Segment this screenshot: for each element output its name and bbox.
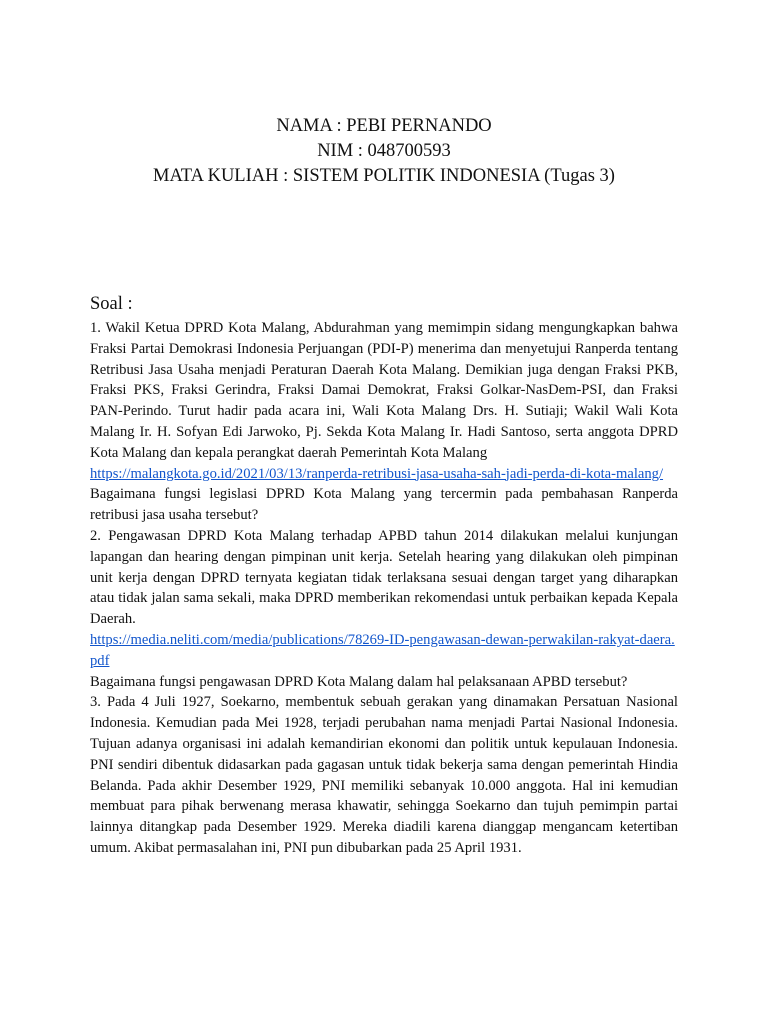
course-title: MATA KULIAH : SISTEM POLITIK INDONESIA (Tugas 3) xyxy=(153,166,615,186)
question-2-link[interactable]: https://media.neliti.com/media/publications/78269-ID-pengawasan-dewan-perwakilan-rakyat-daera.pdf xyxy=(90,631,675,669)
question-2-prompt: Bagaimana fungsi pengawasan DPRD Kota Malang dalam hal pelaksanaan APBD tersebut? xyxy=(90,673,628,690)
question-1-prompt: Bagaimana fungsi legislasi DPRD Kota Malang yang tercermin pada pembahasan Ranperda retribusi jasa usaha tersebut? xyxy=(90,486,678,524)
questions-body xyxy=(90,318,678,859)
soal-heading: Soal : xyxy=(90,294,133,314)
question-1-text: 1. Wakil Ketua DPRD Kota Malang, Abdurahman yang memimpin sidang mengungkapkan bahwa Fraksi Partai Demokrasi Indonesia Perjuangan (PDI-P) menerima dan menyetujui Ranperda tentang Retribusi Jasa Usaha menjadi Peraturan Daerah Kota Malang. Demikian juga dengan Fraksi PKB, Fraksi PKS, Fraksi Gerindra, Fraksi Damai Demokrat, Fraksi Golkar-NasDem-PSI, dan Fraksi PAN-Perindo. Turut hadir pada acara ini, Wali Kota Malang Drs. H. Sutiaji; Wakil Wali Kota Malang Ir. H. Sofyan Edi Jarwoko, Pj. Sekda Kota Malang Ir. Hadi Santoso, serta anggota DPRD Kota Malang dan kepala perangkat daerah Pemerintah Kota Malang xyxy=(90,320,678,461)
question-1-link[interactable]: https://malangkota.go.id/2021/03/13/ranperda-retribusi-jasa-usaha-sah-jadi-perda-di-kota-malang/ xyxy=(90,465,664,482)
student-nim: NIM : 048700593 xyxy=(317,141,451,161)
question-2-text: 2. Pengawasan DPRD Kota Malang terhadap APBD tahun 2014 dilakukan melalui kunjungan lapangan dan hearing dengan pimpinan unit kerja. Setelah hearing yang dilakukan oleh pimpinan unit kerja dengan DPRD ternyata kegiatan tidak terlaksana sesuai dengan target yang diharapkan atau tidak jalan sama sekali, maka DPRD memberikan rekomendasi untuk perbaikan kepada Kepala Daerah. xyxy=(90,527,678,628)
question-3-text: 3. Pada 4 Juli 1927, Soekarno, membentuk sebuah gerakan yang dinamakan Persatuan Nasional Indonesia. Kemudian pada Mei 1928, terjadi perubahan nama menjadi Partai Nasional Indonesia. Tujuan adanya organisasi ini adalah kemandirian ekonomi dan politik untuk kepulauan Indonesia. PNI sendiri dibentuk didasarkan pada gagasan untuk tidak bekerja sama dengan pemerintah Hindia Belanda. Pada akhir Desember 1929, PNI memiliki sebanyak 10.000 anggota. Hal ini kemudian membuat para pihak berwenang merasa khawatir, sehingga Soekarno dan tujuh pemimpin partai lainnya ditangkap pada Desember 1929. Mereka diadili karena dianggap mengancam ketertiban umum. Akibat permasalahan ini, PNI pun dibubarkan pada 25 April 1931. xyxy=(90,694,678,856)
student-name: NAMA : PEBI PERNANDO xyxy=(276,116,492,136)
document-header xyxy=(0,114,768,189)
